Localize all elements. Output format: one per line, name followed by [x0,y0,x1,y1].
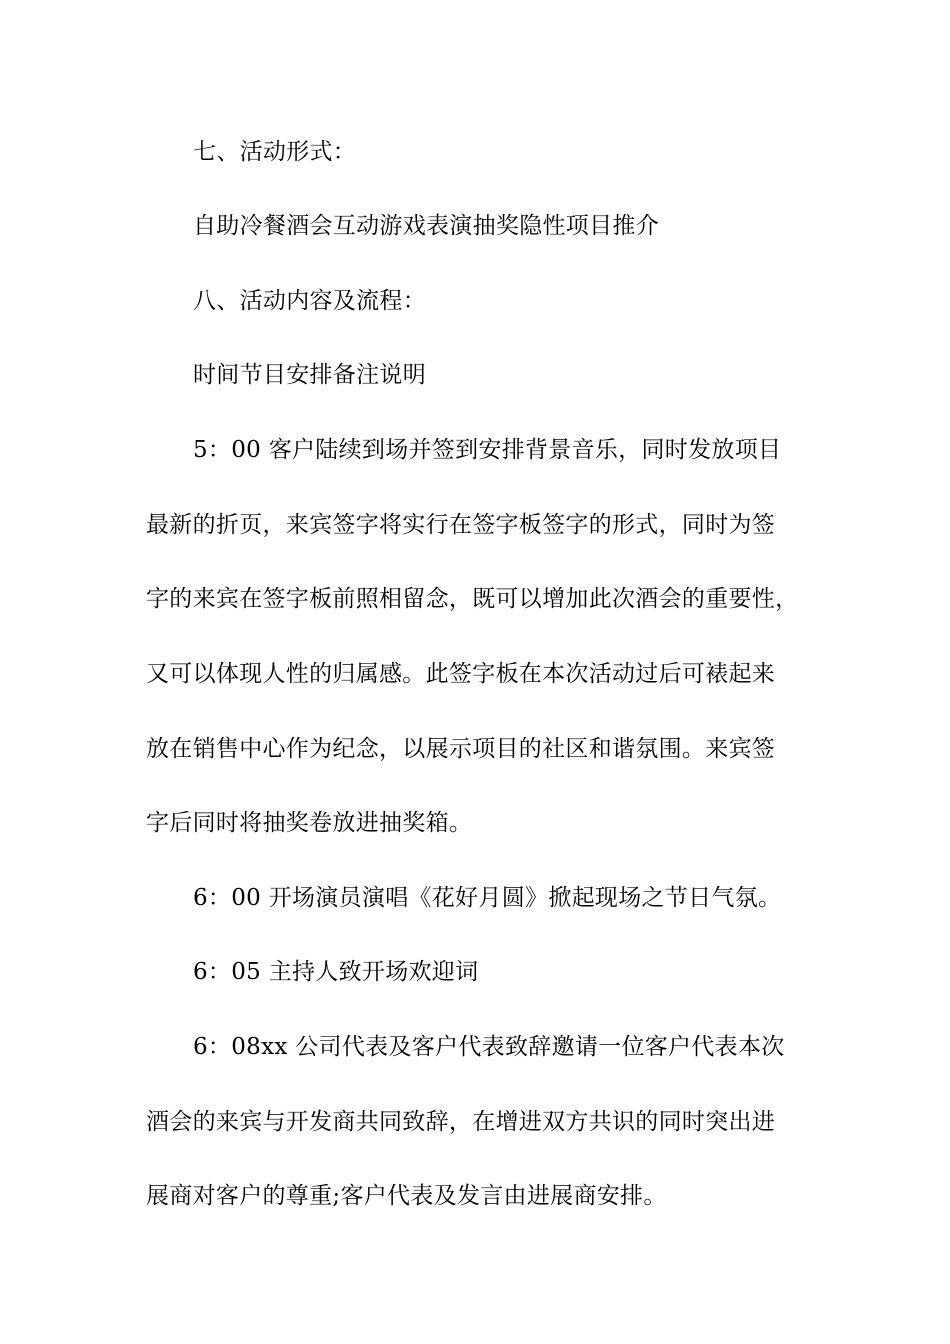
schedule-item-608: 6：08xx 公司代表及客户代表致辞邀请一位客户代表本次 [193,1034,785,1060]
schedule-header-text: 时间节目安排备注说明 [193,362,426,388]
paragraph-line: 放在销售中心作为纪念，以展示项目的社区和谐氛围。来宾签 [146,736,776,762]
schedule-item-600: 6：00 开场演员演唱《花好月圆》掀起现场之节日气氛。 [193,885,782,911]
paragraph-line: 最新的折页，来宾签字将实行在签字板签字的形式，同时为签 [146,512,776,538]
section-heading-activity-form: 七、活动形式： [193,139,357,165]
schedule-item-500: 5：00 客户陆续到场并签到安排背景音乐，同时发放项目 [193,437,782,463]
schedule-item-605: 6：05 主持人致开场欢迎词 [193,959,479,985]
paragraph-line: 又可以体现人性的归属感。此签字板在本次活动过后可裱起来 [146,661,776,687]
paragraph-line: 字的来宾在签字板前照相留念，既可以增加此次酒会的重要性， [146,586,799,612]
section-heading-activity-content: 八、活动内容及流程： [193,288,426,314]
paragraph-line: 字后同时将抽奖卷放进抽奖箱。 [146,810,473,836]
paragraph-line: 酒会的来宾与开发商共同致辞，在增进双方共识的同时突出进 [146,1109,776,1135]
activity-form-text: 自助冷餐酒会互动游戏表演抽奖隐性项目推介 [193,213,659,239]
paragraph-line: 展商对客户的尊重;客户代表及发言由进展商安排。 [146,1183,667,1209]
